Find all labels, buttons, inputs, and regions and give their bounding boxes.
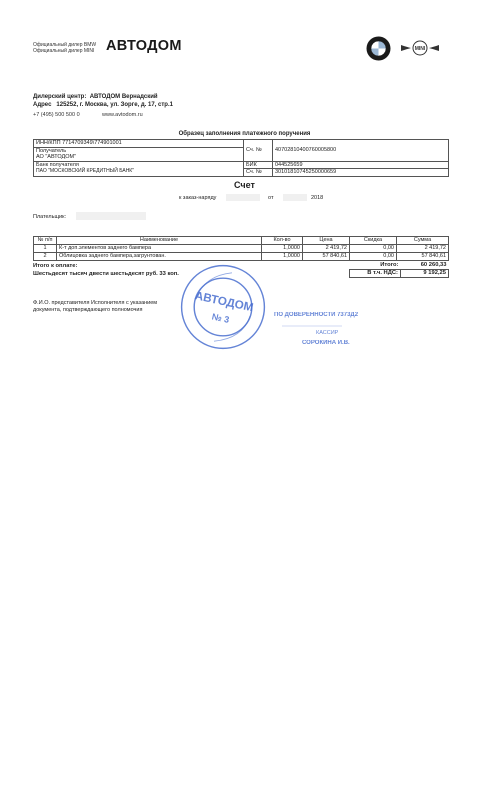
dealer-center-line — [33, 94, 158, 100]
to-pay-label: Итого к оплате: — [33, 263, 78, 269]
vat-label: В т.ч. НДС: — [350, 270, 401, 278]
col-header-price: Цена — [303, 237, 350, 245]
inn-kpp-value: 7714709349\774901001 — [62, 140, 122, 146]
mini-logo-icon — [400, 40, 440, 56]
row-name: Облицовка заднего бампера,загрунтован. — [57, 253, 262, 261]
address-value: 125252, г. Москва, ул. Зорге, д. 17, стр.1 — [56, 102, 173, 108]
invoice-title: Счет — [234, 180, 255, 190]
payer-label: Плательщик: — [33, 214, 67, 220]
from-label: от — [268, 195, 274, 201]
brand-logo-text: АВТОДОМ — [106, 38, 182, 54]
col-header-sum: Сумма — [397, 237, 449, 245]
bik-label: БИК — [244, 161, 273, 169]
bank-label: Банк получателя — [36, 161, 79, 168]
col-header-number: № п/п — [34, 237, 57, 245]
dealer-line-mini: Официальный дилер MINI — [33, 48, 95, 54]
row-number: 1 — [34, 245, 57, 253]
totals-box — [349, 262, 449, 278]
items-header-row — [34, 237, 449, 245]
payment-sample-title: Образец заполнения платежного поручения — [178, 131, 311, 137]
payer-redacted — [76, 212, 146, 220]
cashier-stamp-icon — [272, 306, 368, 354]
inn-kpp-cell — [34, 140, 244, 148]
invoice-year: 2018 — [311, 195, 324, 201]
inn-kpp-label: ИНН/КПП — [36, 140, 61, 146]
vat-value: 9 192,25 — [401, 270, 449, 278]
dealer-center-label: Дилерский центр: — [33, 94, 87, 100]
items-table — [33, 236, 449, 261]
col-header-name: Наименование — [57, 237, 262, 245]
col-header-discount: Скидка — [350, 237, 397, 245]
bank-cell — [34, 161, 244, 176]
address-label: Адрес — [33, 102, 52, 108]
phone-number: +7 (495) 500 500 0 — [33, 112, 80, 118]
website-link[interactable]: www.avtodom.ru — [102, 112, 143, 118]
cashier-stamp-line-1: ПО ДОВЕРЕННОСТИ 7373Д2 — [274, 312, 359, 318]
row-sum: 2 419,72 — [397, 245, 449, 253]
address-line — [33, 102, 173, 108]
account-value: 40702810400760005800 — [273, 140, 449, 162]
cashier-stamp-line-3: СОРОКИНА И.В. — [302, 340, 350, 346]
amount-in-words: Шестьдесят тысяч двести шестьдесят руб. 33 коп. — [33, 271, 179, 277]
account-label: Сч. № — [244, 140, 273, 162]
dealer-line-bmw: Официальный дилер BMW — [33, 42, 97, 48]
recipient-cell — [34, 147, 244, 161]
cashier-stamp-line-2: КАССИР — [316, 330, 339, 336]
row-qty: 1,0000 — [262, 253, 303, 261]
recipient-label: Получатель — [36, 147, 67, 154]
representative-note — [33, 300, 163, 314]
corr-account-label: Сч. № — [244, 169, 273, 177]
col-header-qty: Кол-во — [262, 237, 303, 245]
mini-logo-label: MINI — [414, 46, 426, 52]
total-value: 60 260,33 — [420, 262, 447, 268]
dealer-lines — [33, 42, 113, 54]
bank-details-table — [33, 139, 449, 177]
table-row — [34, 245, 449, 253]
order-number-redacted — [226, 194, 260, 201]
recipient-value: АО "АВТОДОМ" — [36, 154, 77, 160]
row-price: 2 419,72 — [303, 245, 350, 253]
table-row — [34, 253, 449, 261]
bank-value: ПАО "МОСКОВСКИЙ КРЕДИТНЫЙ БАНК" — [36, 168, 134, 174]
dealer-center-name: АВТОДОМ Вернадский — [89, 94, 158, 100]
row-number: 2 — [34, 253, 57, 261]
rep-line-1: Ф.И.О. представителя Исполнителя с указанием — [33, 300, 158, 306]
stamp-company: АВТОДОМ — [193, 289, 255, 315]
row-discount: 0,00 — [350, 253, 397, 261]
bmw-logo-icon — [366, 36, 391, 61]
bik-value: 044525659 — [273, 161, 449, 169]
order-label: к заказ-наряду — [179, 195, 217, 201]
row-price: 57 840,61 — [303, 253, 350, 261]
corr-account-value: 30101810745250000659 — [273, 169, 449, 177]
row-qty: 1,0000 — [262, 245, 303, 253]
row-discount: 0,00 — [350, 245, 397, 253]
total-label: Итого: — [380, 262, 399, 268]
date-redacted — [283, 194, 307, 201]
row-name: К-т доп.элементов заднего бампера — [57, 245, 262, 253]
stamp-number: № 3 — [211, 311, 231, 325]
row-sum: 57 840,61 — [397, 253, 449, 261]
round-stamp-icon — [178, 262, 268, 352]
rep-line-2: документа, подтверждающего полномочия — [33, 307, 143, 313]
